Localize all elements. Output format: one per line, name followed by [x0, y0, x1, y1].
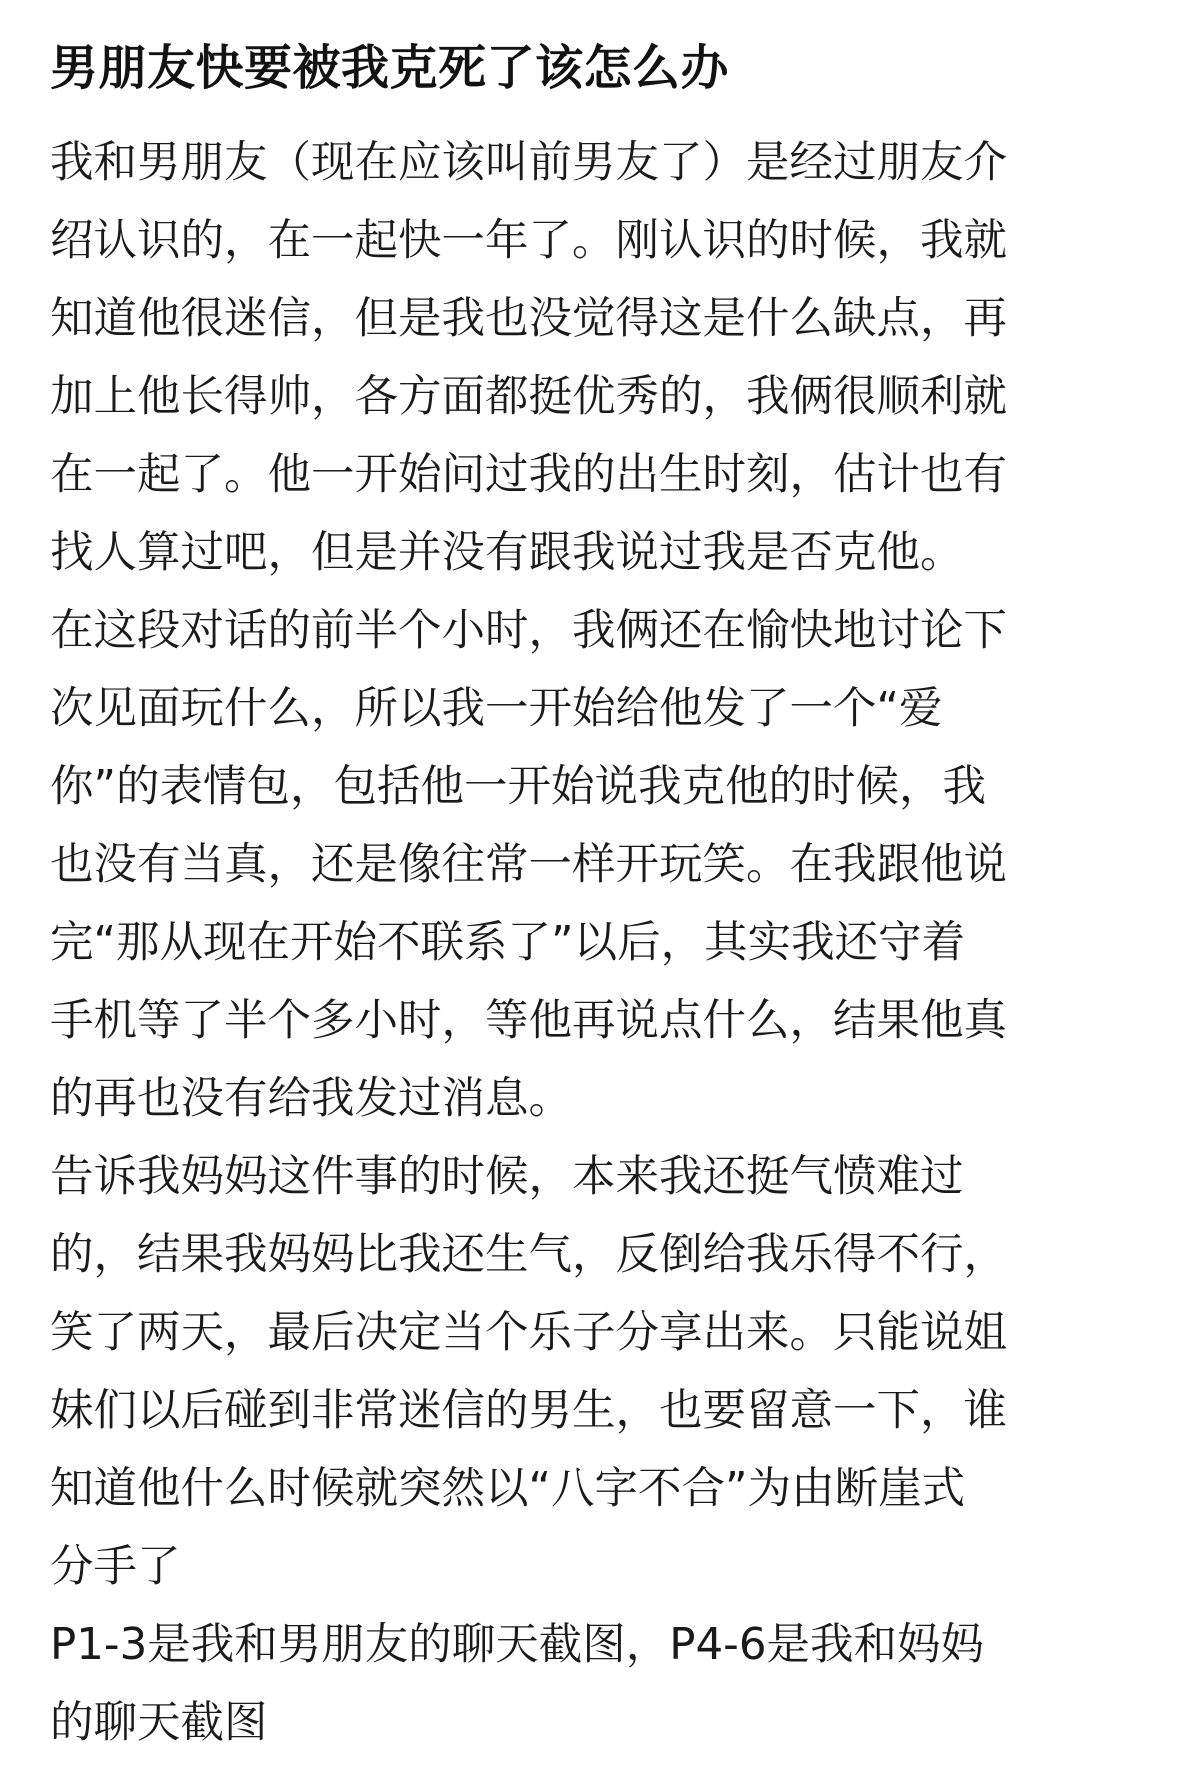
post — [50, 30, 1135, 1762]
paragraph-line: 在一起了。他一开始问过我的出生时刻，估计也有 — [50, 450, 1007, 500]
paragraph-line: 你”的表情包，包括他一开始说我克他的时候，我 — [50, 762, 987, 812]
paragraph-line: 知道他很迷信，但是我也没觉得这是什么缺点，再 — [50, 294, 1007, 344]
paragraph-line: 笑了两天，最后决定当个乐子分享出来。只能说姐 — [50, 1308, 1007, 1358]
post-paragraph — [50, 592, 1135, 1138]
post-title: 男朋友快要被我克死了该怎么办 — [50, 40, 730, 96]
paragraph-line: 告诉我妈妈这件事的时候，本来我还挺气愤难过 — [50, 1152, 964, 1202]
post-paragraph — [50, 124, 1135, 592]
paragraph-line: 完“那从现在开始不联系了”以后，其实我还守着 — [50, 918, 966, 968]
post-paragraph — [50, 1606, 1135, 1762]
paragraph-line: P1-3是我和男朋友的聊天截图，P4-6是我和妈妈 — [50, 1620, 985, 1670]
post-paragraph — [50, 1138, 1135, 1606]
paragraph-line: 绍认识的，在一起快一年了。刚认识的时候，我就 — [50, 216, 1007, 266]
paragraph-line: 的再也没有给我发过消息。 — [50, 1074, 572, 1124]
paragraph-line: 在这段对话的前半个小时，我俩还在愉快地讨论下 — [50, 606, 1007, 656]
paragraph-line: 妹们以后碰到非常迷信的男生，也要留意一下，谁 — [50, 1386, 1007, 1436]
paragraph-line: 我和男朋友（现在应该叫前男友了）是经过朋友介 — [50, 138, 1007, 188]
paragraph-line: 也没有当真，还是像往常一样开玩笑。在我跟他说 — [50, 840, 1007, 890]
paragraph-line: 找人算过吧，但是并没有跟我说过我是否克他。 — [50, 528, 964, 578]
paragraph-line: 的聊天截图 — [50, 1698, 268, 1748]
paragraph-line: 的，结果我妈妈比我还生气，反倒给我乐得不行， — [50, 1230, 1007, 1280]
post-body — [50, 124, 1135, 1762]
paragraph-line: 次见面玩什么，所以我一开始给他发了一个“爱 — [50, 684, 943, 734]
paragraph-line: 手机等了半个多小时，等他再说点什么，结果他真 — [50, 996, 1007, 1046]
paragraph-line: 加上他长得帅，各方面都挺优秀的，我俩很顺利就 — [50, 372, 1007, 422]
paragraph-line: 分手了 — [50, 1542, 181, 1592]
paragraph-line: 知道他什么时候就突然以“八字不合”为由断崖式 — [50, 1464, 966, 1514]
